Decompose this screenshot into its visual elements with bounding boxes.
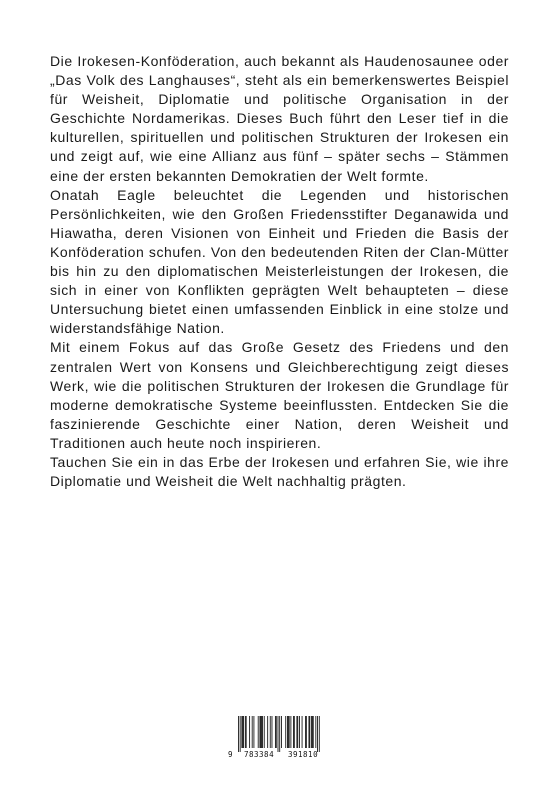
barcode-bar xyxy=(267,716,268,748)
barcode-bar xyxy=(312,716,313,748)
barcode-bar xyxy=(315,716,316,748)
barcode-bar xyxy=(270,716,271,748)
barcode-bar xyxy=(272,716,273,748)
barcode-bar xyxy=(302,716,303,748)
barcode-bar xyxy=(306,716,307,748)
barcode-bar xyxy=(261,716,262,748)
barcode-bar xyxy=(311,716,312,748)
barcode-bar xyxy=(275,716,276,748)
back-cover-blurb xyxy=(50,52,509,491)
blurb-paragraph-1: Die Irokesen-Konföderation, auch bekannt als Haudenosaunee oder „Das Volk des Langhauses“, steht als ein bemerkenswertes Beispiel für Weisheit, Diplomatie und politische Organisation in der Geschichte Nordamerikas. Dieses Buch führt den Leser tief in die kulturellen, spirituellen und politischen Strukturen der Irokesen ein und zeigt auf, wie eine Allianz aus fünf – später sechs – Stämmen eine der ersten bekannten Demokratien der Welt formte. xyxy=(50,53,509,184)
barcode-bar xyxy=(240,716,241,752)
barcode-bar xyxy=(313,716,314,748)
barcode-digits xyxy=(228,750,330,762)
barcode-bar xyxy=(297,716,298,748)
barcode-bar xyxy=(319,716,320,752)
barcode-bar xyxy=(238,716,239,752)
barcode-bar xyxy=(258,716,259,748)
barcode-bar xyxy=(317,716,318,752)
barcode-left-digits: 783384 xyxy=(244,750,275,759)
barcode-bar xyxy=(299,716,300,748)
barcode-bar xyxy=(252,716,253,748)
barcode-bar xyxy=(249,716,250,748)
barcode-bar xyxy=(288,716,289,748)
barcode-bar xyxy=(264,716,265,748)
barcode-bar xyxy=(309,716,310,748)
barcode-bar xyxy=(242,716,243,748)
barcode-right-digits: 391810 xyxy=(288,750,319,759)
barcode-first-digit: 9 xyxy=(228,750,233,759)
barcode-bar xyxy=(290,716,291,748)
barcode-bar xyxy=(296,716,297,748)
barcode-bar xyxy=(294,716,295,748)
barcode-bar xyxy=(260,716,261,748)
barcode-bar xyxy=(285,716,286,748)
barcode-bar xyxy=(289,716,290,748)
barcode-bar xyxy=(278,716,279,752)
barcode-bar xyxy=(245,716,246,748)
barcode-bar xyxy=(281,716,282,748)
barcode-bar xyxy=(305,716,306,748)
barcode-bar xyxy=(253,716,254,748)
blurb-paragraph-2: Onatah Eagle beleuchtet die Legenden und historischen Persönlichkeiten, wie den Großen Friedensstifter Deganawida und Hiawatha, deren Visionen von Einheit und Frieden die Basis der Konföderation schufen. Von den bedeutenden Riten der Clan-Mütter bis hin zu den diplomatischen Meisterleistungen der Irokesen, die sich in einer von Konflikten geprägten Welt behaupteten – diese Untersuchung bietet einen umfassenden Einblick in eine stolze und widerstandsfähige Nation. xyxy=(50,186,509,337)
barcode-bars xyxy=(228,716,330,752)
barcode-bar xyxy=(246,716,247,748)
barcode-bar xyxy=(309,716,310,748)
barcode-bar xyxy=(287,716,288,748)
blurb-paragraph-3: Mit einem Fokus auf das Große Gesetz des Friedens und den zentralen Wert von Konsens und Gleichberechtigung zeigt dieses Werk, wie die politischen Strukturen der Irokesen die Grundlage für moderne demokratische Systeme beeinflussten. Entdecken Sie die faszinierende Geschichte einer Nation, deren Weisheit und Traditionen auch heute noch inspirieren. xyxy=(50,339,509,451)
barcode-bar xyxy=(241,716,242,748)
barcode-bar xyxy=(279,716,280,752)
blurb-paragraph-4: Tauchen Sie ein in das Erbe der Irokesen und erfahren Sie, wie ihre Diplomatie und Weisheit die Welt nachhaltig prägten. xyxy=(50,453,509,490)
barcode-bar xyxy=(293,716,294,748)
barcode-bar xyxy=(262,716,263,748)
barcode-bar xyxy=(243,716,244,748)
barcode-bar xyxy=(276,716,277,748)
barcode-bar xyxy=(260,716,261,748)
isbn-barcode xyxy=(228,716,330,762)
